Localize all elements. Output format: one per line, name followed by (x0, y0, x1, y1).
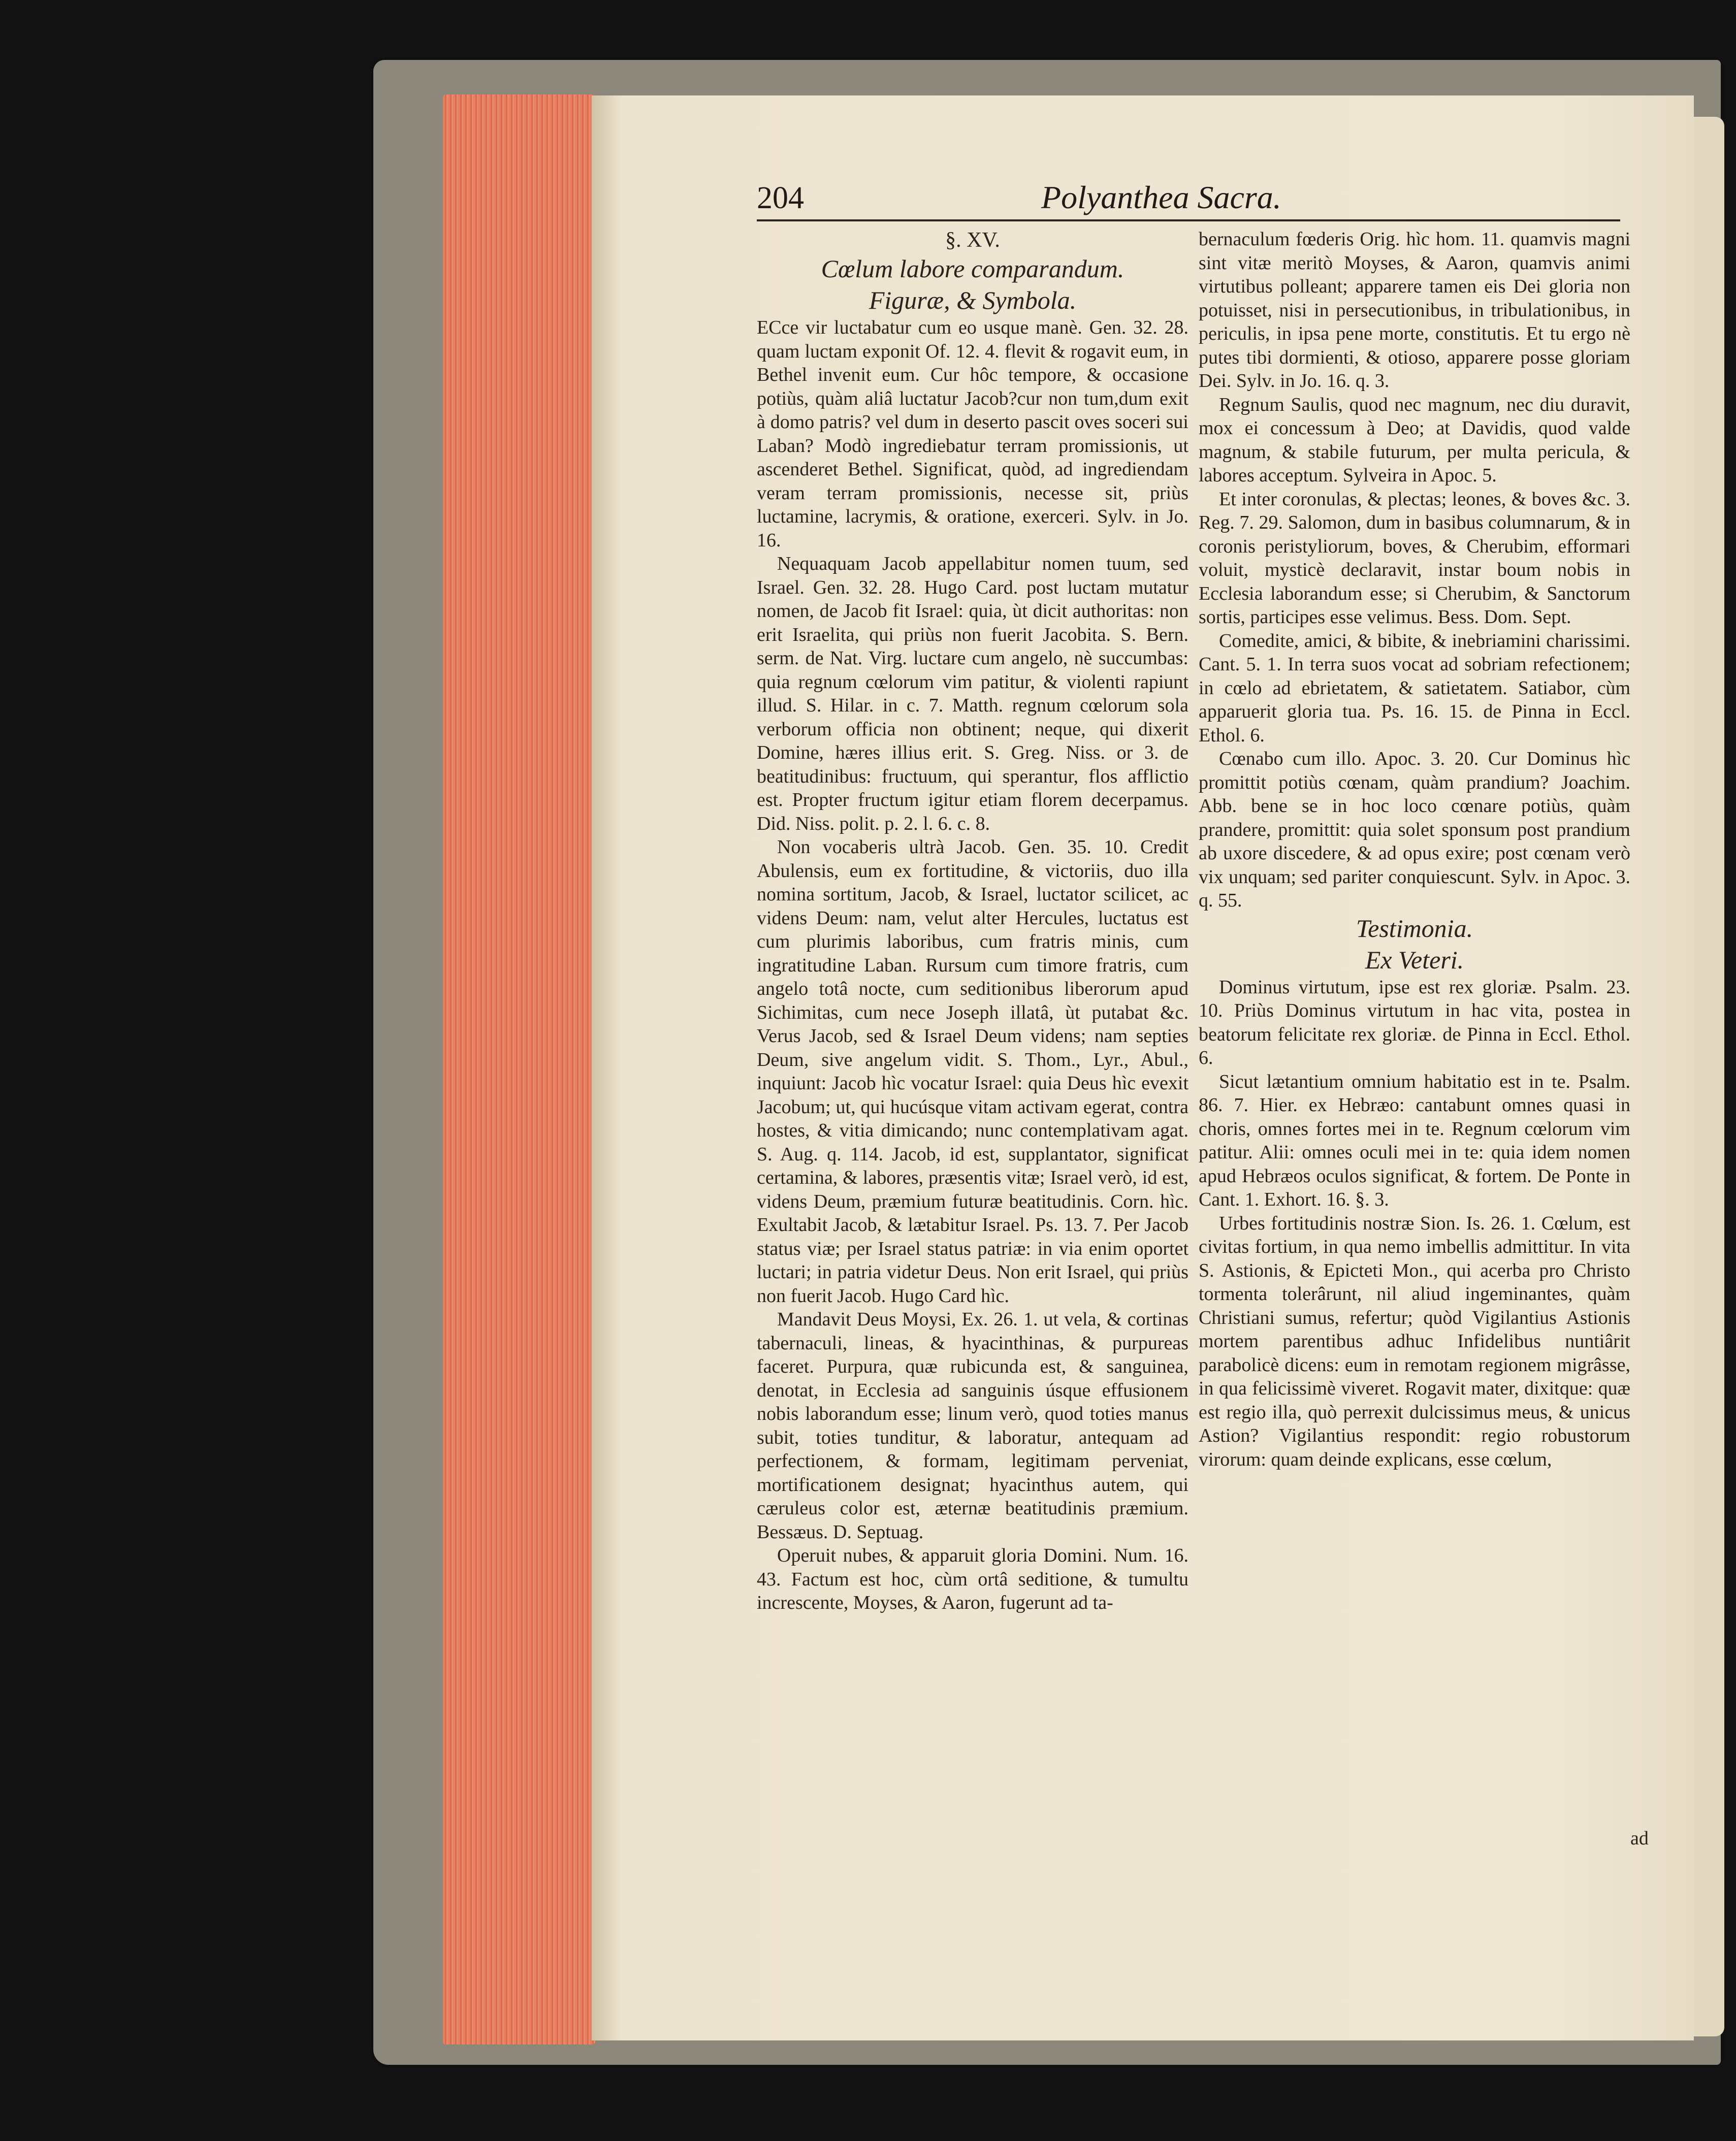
page-number: 204 (757, 181, 804, 215)
paragraph: Sicut lætantium omnium habitatio est in te. Psalm. 86. 7. Hier. ex Hebræo: cantabunt omnes quasi in choris, omnes fortes mei in te. Regnum cœlorum vim patitur. Alii: omnes oculi mei in te: quia idem nomen apud Hebræos oculos significat, & fortem. De Ponte in Cant. 1. Exhort. 16. §. 3. (1199, 1070, 1630, 1210)
catchword: ad (1630, 1828, 1649, 1849)
section-title: Cœlum labore comparandum. (821, 254, 1124, 283)
header-rule (757, 219, 1620, 221)
paragraph: Urbes fortitudinis nostræ Sion. Is. 26. 1. Cœlum, est civitas fortium, in qua nemo imbellis admittitur. In vita S. Astionis, & Epicteti Mon., qui acerba pro Christo tormenta tolerârunt, nil aliud ingeminantes, quàm Christiani sumus, refertur; quòd Vigilantius Astionis mortem parentibus adhuc Infidelibus nuntiârit parabolicè dicens: eum in remotam regionem migrâsse, in qua felicissimè viveret. Rogavit mater, dixitque: quæ est regio illa, quò perrexit dulcissimus meus, & unicus Astion? Vigilantius respondit: regio robustorum virorum: quam deinde explicans, esse cœlum, (1199, 1212, 1630, 1470)
section-subtitle: Figuræ, & Symbola. (869, 286, 1077, 314)
paragraph: Et inter coronulas, & plectas; leones, & boves &c. 3. Reg. 7. 29. Salomon, dum in basibus columnarum, & in coronis peristyliorum, boves, & Cherubim, efformari voluit, mysticè declaravit, instar boum nobis in Ecclesia laborandum esse; si Cherubim, & Sanctorum sortis, participes esse velimus. Bess. Dom. Sept. (1199, 488, 1630, 628)
paragraph: Mandavit Deus Moysi, Ex. 26. 1. ut vela, & cortinas tabernaculi, lineas, & hyacinthinas, & purpureas faceret. Purpura, quæ rubicunda est, & sanguinea, denotat, in Ecclesia ad sanguinis úsque effusionem nobis laborandum esse; linum verò, quod toties manus subit, toties tunditur, & laboratur, antequam ad perfectionem, & formam, legitimam perveniat, mortificationem designat; hyacinthus autem, qui cæruleus color est, æternæ beatitudinis præmium. Bessæus. D. Septuag. (757, 1309, 1188, 1543)
paragraph: Regnum Saulis, quod nec magnum, nec diu duravit, mox ei concessum à Deo; at Davidis, quod valde magnum, & stabile futurum, per multa pericula, & labores acceptum. Sylveira in Apoc. 5. (1199, 394, 1630, 486)
heading-testimonia: Testimonia. (1356, 914, 1473, 943)
running-title: Polyanthea Sacra. (1041, 179, 1281, 215)
paragraph: Cœnabo cum illo. Apoc. 3. 20. Cur Dominus hìc promittit potiùs cœnam, quàm prandium? Joachim. Abb. bene se in hoc loco cœnare potiùs, quàm prandere, promittit: quia solet sponsum post prandium ab uxore discedere, & ad opus exire; post cœnam verò vix unquam; sed pariter conquiescunt. Sylv. in Apoc. 3. q. 55. (1199, 748, 1630, 911)
page-edges (443, 94, 595, 2045)
paragraph: Nequaquam Jacob appellabitur nomen tuum, sed Israel. Gen. 32. 28. Hugo Card. post luctam mutatur nomen, de Jacob fit Israel: quia, ùt dicit authoritas: non erit Israelita, qui priùs non fuerit Jacobita. S. Bern. serm. de Nat. Virg. luctare cum angelo, nè succumbas: quia regnum cœlorum vim patitur, & violenti rapiunt illud. S. Hilar. in c. 7. Matth. regnum cœlorum sola verborum officia non obtinent; neque, qui dixerit Domine, hæres illius erit. S. Greg. Niss. or 3. de beatitudinibus: fructuum, qui sperantur, flos afflictio est. Propter fructum igitur etiam florem decerpamus. Did. Niss. polit. p. 2. l. 6. c. 8. (757, 553, 1188, 834)
paragraph: bernaculum fœderis Orig. hìc hom. 11. quamvis magni sint vitæ meritò Moyses, & Aaron, quamvis animi virtutibus polleant; apparere tamen eis Dei gloria non potuisset, nisi in persecutionibus, in tribulationibus, in periculis, in ipsa pene morte, constitutis. Et tu ergo nè putes tibi dormienti, & otioso, apparere posse gloriam Dei. Sylv. in Jo. 16. q. 3. (1199, 229, 1630, 392)
right-column (1199, 228, 1630, 1822)
left-column (757, 228, 1188, 1822)
section-number: §. XV. (945, 229, 1000, 252)
facing-page-edge (1694, 117, 1724, 2036)
paragraph: Dominus virtutum, ipse est rex gloriæ. Psalm. 23. 10. Priùs Dominus virtutum in hac vita, postea in beatorum felicitate rex gloriæ. de Pinna in Eccl. Ethol. 6. (1199, 976, 1630, 1068)
paragraph: Comedite, amici, & bibite, & inebriamini charissimi. Cant. 5. 1. In terra suos vocat ad sobriam refectionem; in cœlo ad ebrietatem, & satietatem. Satiabor, cùm apparuerit gloria tua. Ps. 16. 15. de Pinna in Eccl. Ethol. 6. (1199, 630, 1630, 746)
heading-ex-veteri: Ex Veteri. (1365, 945, 1464, 974)
paragraph: ECce vir luctabatur cum eo usque manè. Gen. 32. 28. quam luctam exponit Of. 12. 4. flevit & rogavit eum, in Bethel invenit eum. Cur hôc tempore, & occasione potiùs, quàm aliâ luctatur Jacob?cur non tum,dum exit à domo patris? vel dum in deserto pascit oves soceri sui Laban? Modò ingrediebatur terram promissionis, ut ascenderet Bethel. Significat, quòd, ad ingrediendam veram terram promissionis, necesse sit, priùs luctamine, lacrymis, & oratione, exerceri. Sylv. in Jo. 16. (757, 317, 1188, 551)
paragraph: Operuit nubes, & apparuit gloria Domini. Num. 16. 43. Factum est hoc, cùm ortâ seditione, & tumultu increscente, Moyses, & Aaron, fugerunt ad ta- (757, 1545, 1188, 1613)
paragraph: Non vocaberis ultrà Jacob. Gen. 35. 10. Credit Abulensis, eum ex fortitudine, & victoriis, duo illa nomina sortitum, Jacob, & Israel, luctator scilicet, ac videns Deum: nam, velut alter Hercules, luctatus est cum plurimis laboribus, cum fratris minis, cum ingratitudine Laban. Rursum cum timore fratris, cum angelo totâ nocte, cum seditionibus liberorum apud Sichimitas, cum nece Joseph illatâ, ùt putabat &c. Verus Jacob, sed & Israel Deum videns; nam septies Deum, sive angelum vidit. S. Thom., Lyr., Abul., inquiunt: Jacob hìc vocatur Israel: quia Deus hìc evexit Jacobum; ut, qui hucúsque vitam activam egerat, contra hostes, & vitia dimicando; nunc contemplativam agat. S. Aug. q. 114. Jacob, id est, supplantator, significat certamina, & labores, præsentis vitæ; Israel verò, id est, videns Deum, præmium futuræ beatitudinis. Corn. hìc. Exultabit Jacob, & lætabitur Israel. Ps. 13. 7. Per Jacob status viæ; per Israel status patriæ: in via enim oportet luctari; in patria videtur Deus. Non erit Israel, qui priùs non fuerit Jacob. Hugo Card hìc. (757, 836, 1188, 1307)
